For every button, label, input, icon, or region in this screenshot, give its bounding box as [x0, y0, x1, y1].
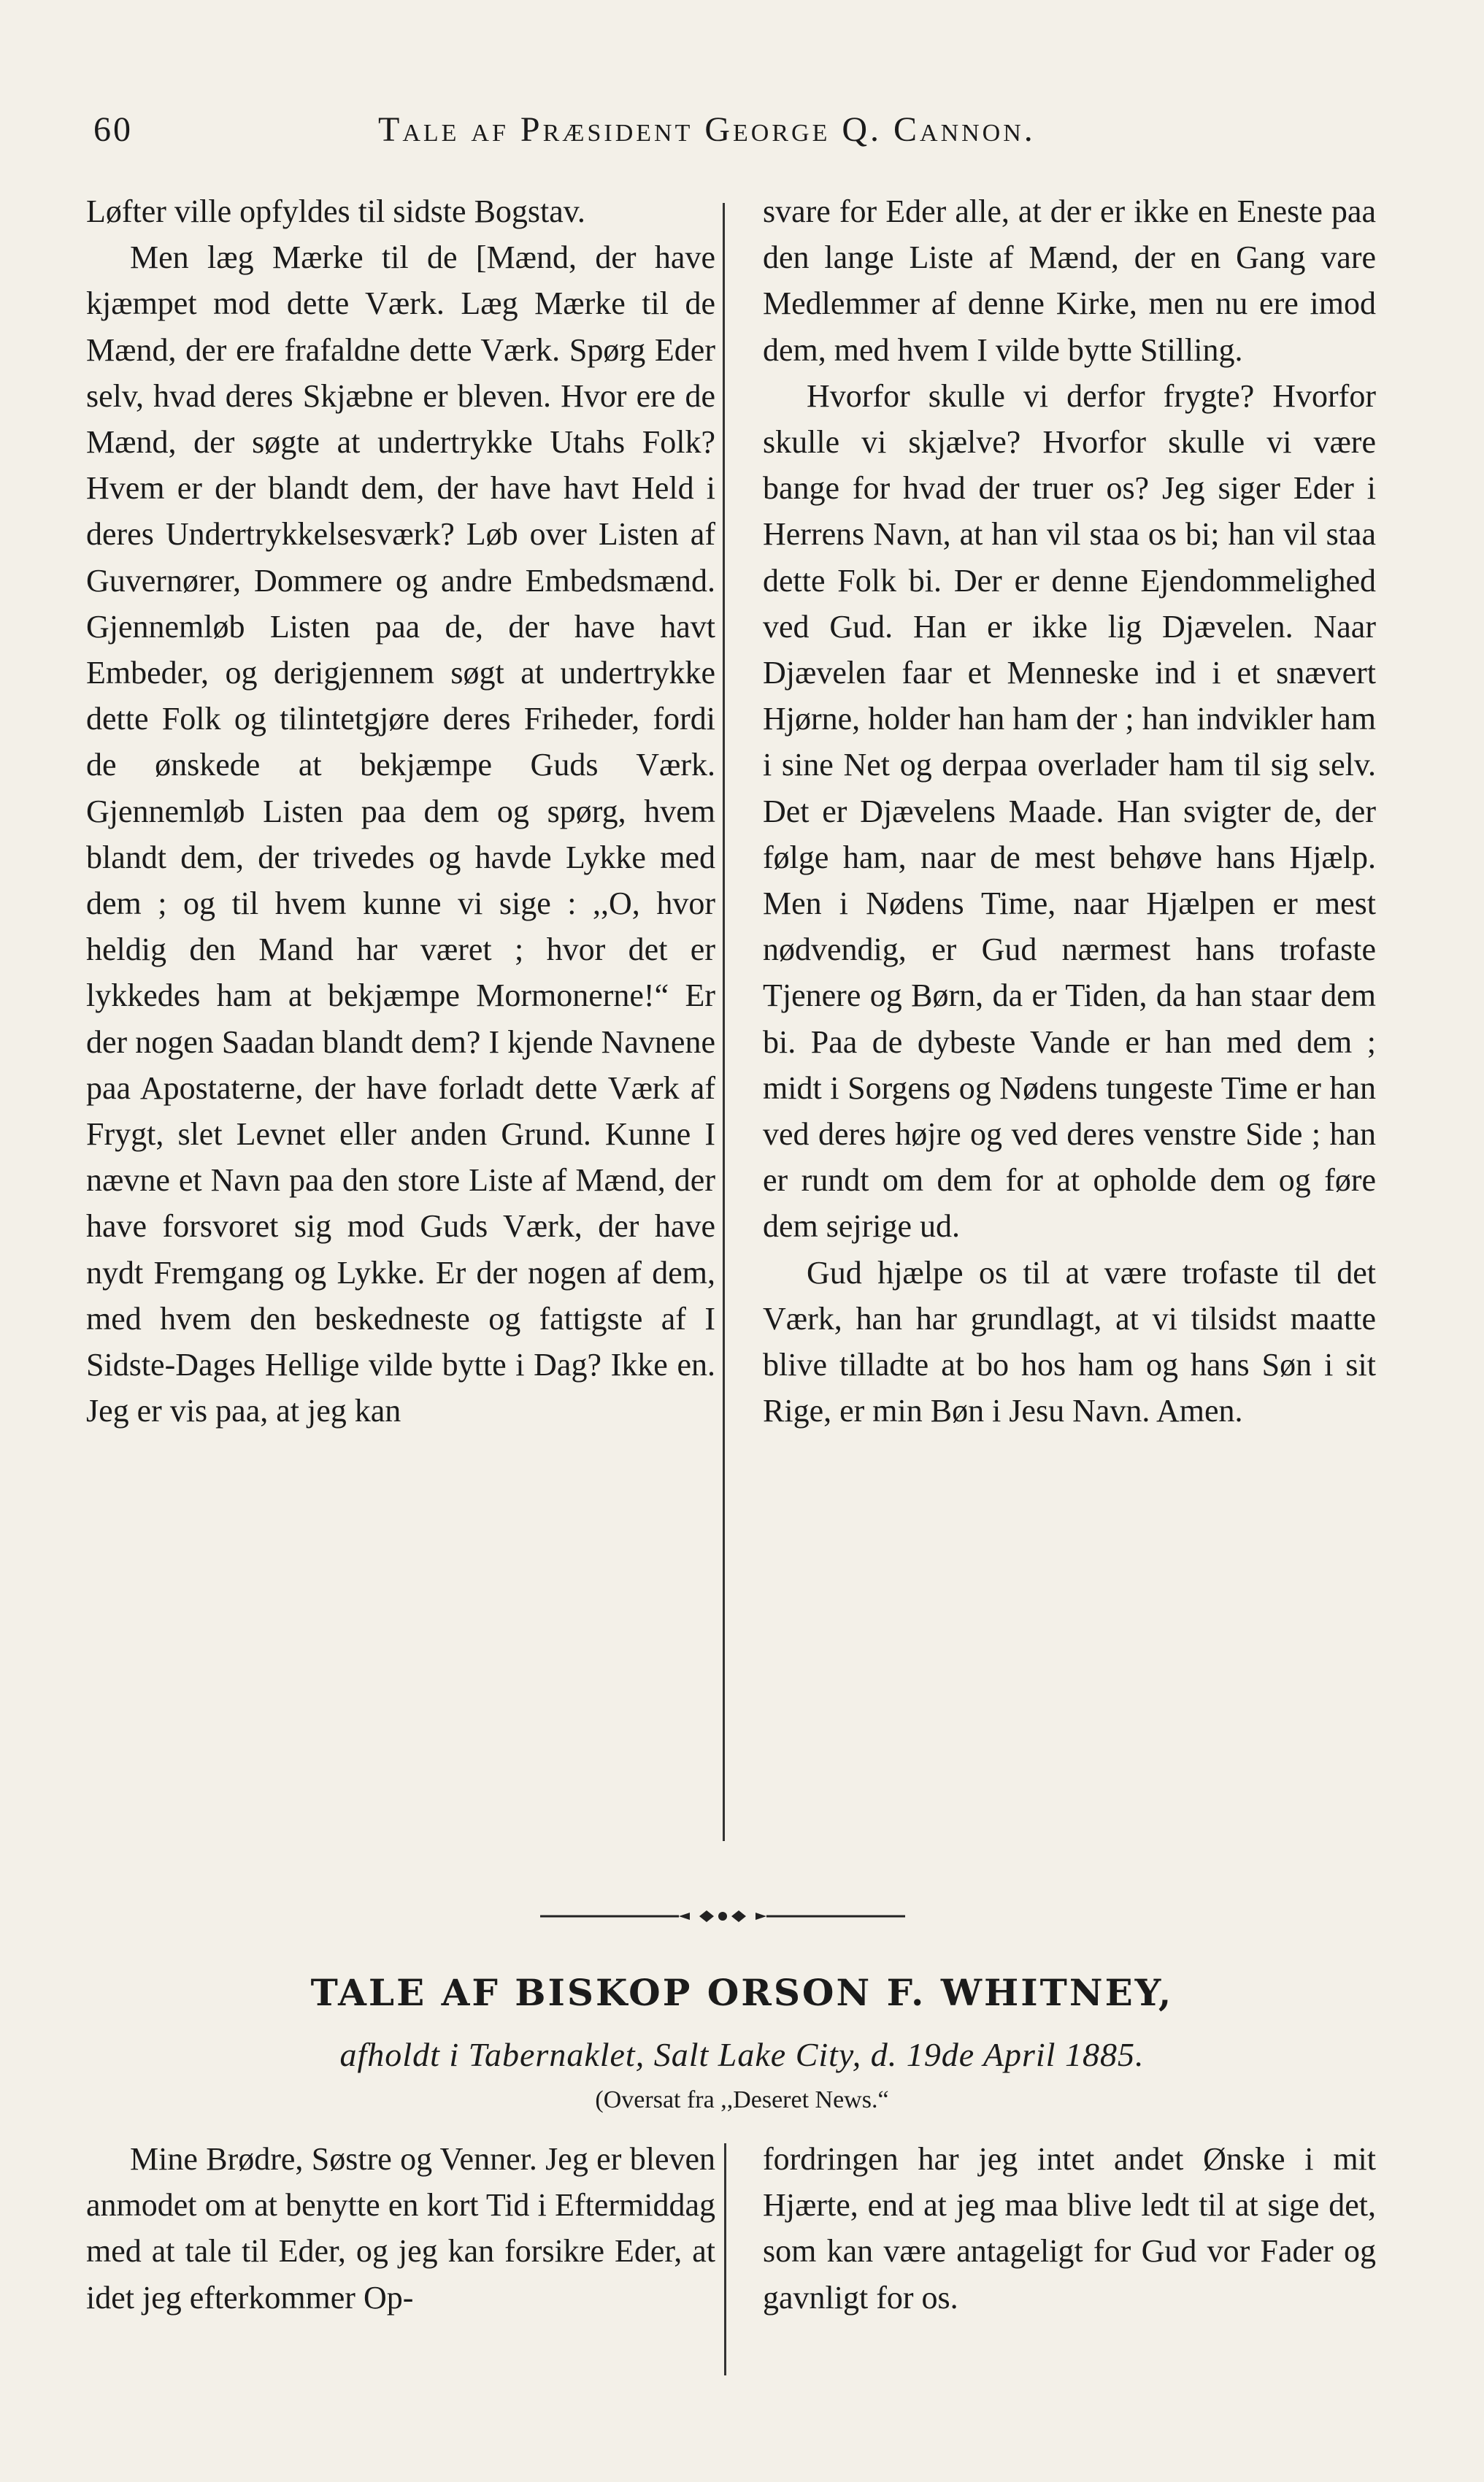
- paragraph: svare for Eder alle, at der er ikke en Eneste paa den lange Liste af Mænd, der en Gang vare Medlemmer af denne Kirke, men nu ere imod dem, med hvem I vilde bytte Stilling.: [763, 193, 1376, 368]
- page-header: [93, 110, 1407, 153]
- column-divider: [724, 2143, 726, 2375]
- speech-subtitle: afholdt i Tabernaklet, Salt Lake City, d. 19de April 1885.: [339, 2036, 1145, 2073]
- paragraph: Hvorfor skulle vi derfor frygte? Hvorfor skulle vi skjælve? Hvorfor skulle vi være bange for hvad der truer os? Jeg siger Eder i Herrens Navn, at han vil staa os bi; han vil staa dette Folk bi. Der er denne Ejendommelighed ved Gud. Han er ikke lig Djævelen. Naar Djævelen faar et Menneske ind i et snævert Hjørne, holder han ham der ; han indvikler ham i sine Net og derpaa overlader ham til sig selv. Det er Djævelens Maade. Han svigter de, der følge ham, naar de mest behøve hans Hjælp. Men i Nødens Time, naar Hjælpen er mest nødvendig, er Gud nærmest hans trofaste Tjenere og Børn, da er Tiden, da han staar dem bi. Paa de dybeste Vande er han med dem ; midt i Sorgens og Nødens tungeste Time er han ved deres højre og ved deres venstre Side ; han er rundt om dem for at opholde dem og føre dem sejrige ud.: [763, 377, 1376, 1245]
- running-title: Tale af Præsident George Q. Cannon.: [378, 110, 1036, 149]
- column-divider: [723, 203, 725, 1841]
- section-divider-ornament: [540, 1907, 905, 1926]
- paragraph: fordringen har jeg intet andet Ønske i mit Hjærte, end at jeg maa blive ledt til at sige det, som kan være antageligt for Gud vor Fader og gavnligt for os.: [763, 2141, 1376, 2316]
- paragraph: Men læg Mærke til de [Mænd, der have kjæmpet mod dette Værk. Læg Mærke til de Mænd, der ere frafaldne dette Værk. Spørg Eder selv, hvad deres Skjæbne er bleven. Hvor ere de Mænd, der søgte at undertrykke Utahs Folk? Hvem er der blandt dem, der have havt Held i deres Undertrykkelsesværk? Løb over Listen af Guvernører, Dommere og andre Embedsmænd. Gjennemløb Listen paa de, der have havt Embeder, og derigjennem søgt at undertrykke dette Folk og tilintetgjøre deres Friheder, fordi de ønskede at bekjæmpe Guds Værk. Gjennemløb Listen paa dem og spørg, hvem blandt dem, der trivedes og havde Lykke med dem ; og til hvem kunne vi sige : ,,O, hvor heldig den Mand har været ; hvor det er lykkedes ham at bekjæmpe Mormonerne!“ Er der nogen Saadan blandt dem? I kjende Navnene paa Apostaterne, der have forladt dette Værk af Frygt, slet Levnet eller anden Grund. Kunne I nævne et Navn paa den store Liste af Mænd, der have forsvoret sig mod Guds Værk, der have nydt Fremgang og Lykke. Er der nogen af dem, med hvem den beskedneste og fattigste af I Sidste-Dages Hellige vilde bytte i Dag? Ikke en. Jeg er vis paa, at jeg kan: [86, 239, 715, 1429]
- translation-source: (Oversat fra ,,Deseret News.“: [595, 2086, 889, 2113]
- column-bottom-right: [763, 2136, 1376, 2321]
- speech-title: TALE AF BISKOP ORSON F. WHITNEY,: [310, 1971, 1174, 2014]
- paragraph: Mine Brødre, Søstre og Venner. Jeg er bleven anmodet om at benytte en kort Tid i Eftermiddag med at tale til Eder, og jeg kan forsikre Eder, at idet jeg efterkommer Op-: [86, 2141, 715, 2316]
- paragraph: Gud hjælpe os til at være trofaste til det Værk, han har grundlagt, at vi tilsidst maatte blive tilladte at bo hos ham og hans Søn i sit Rige, er min Bøn i Jesu Navn. Amen.: [763, 1254, 1376, 1429]
- page-number: 60: [93, 110, 133, 149]
- column-top-right: [763, 188, 1376, 1434]
- column-top-left: [86, 188, 715, 1434]
- paragraph: Løfter ville opfyldes til sidste Bogstav.: [86, 193, 585, 229]
- column-bottom-left: [86, 2136, 715, 2321]
